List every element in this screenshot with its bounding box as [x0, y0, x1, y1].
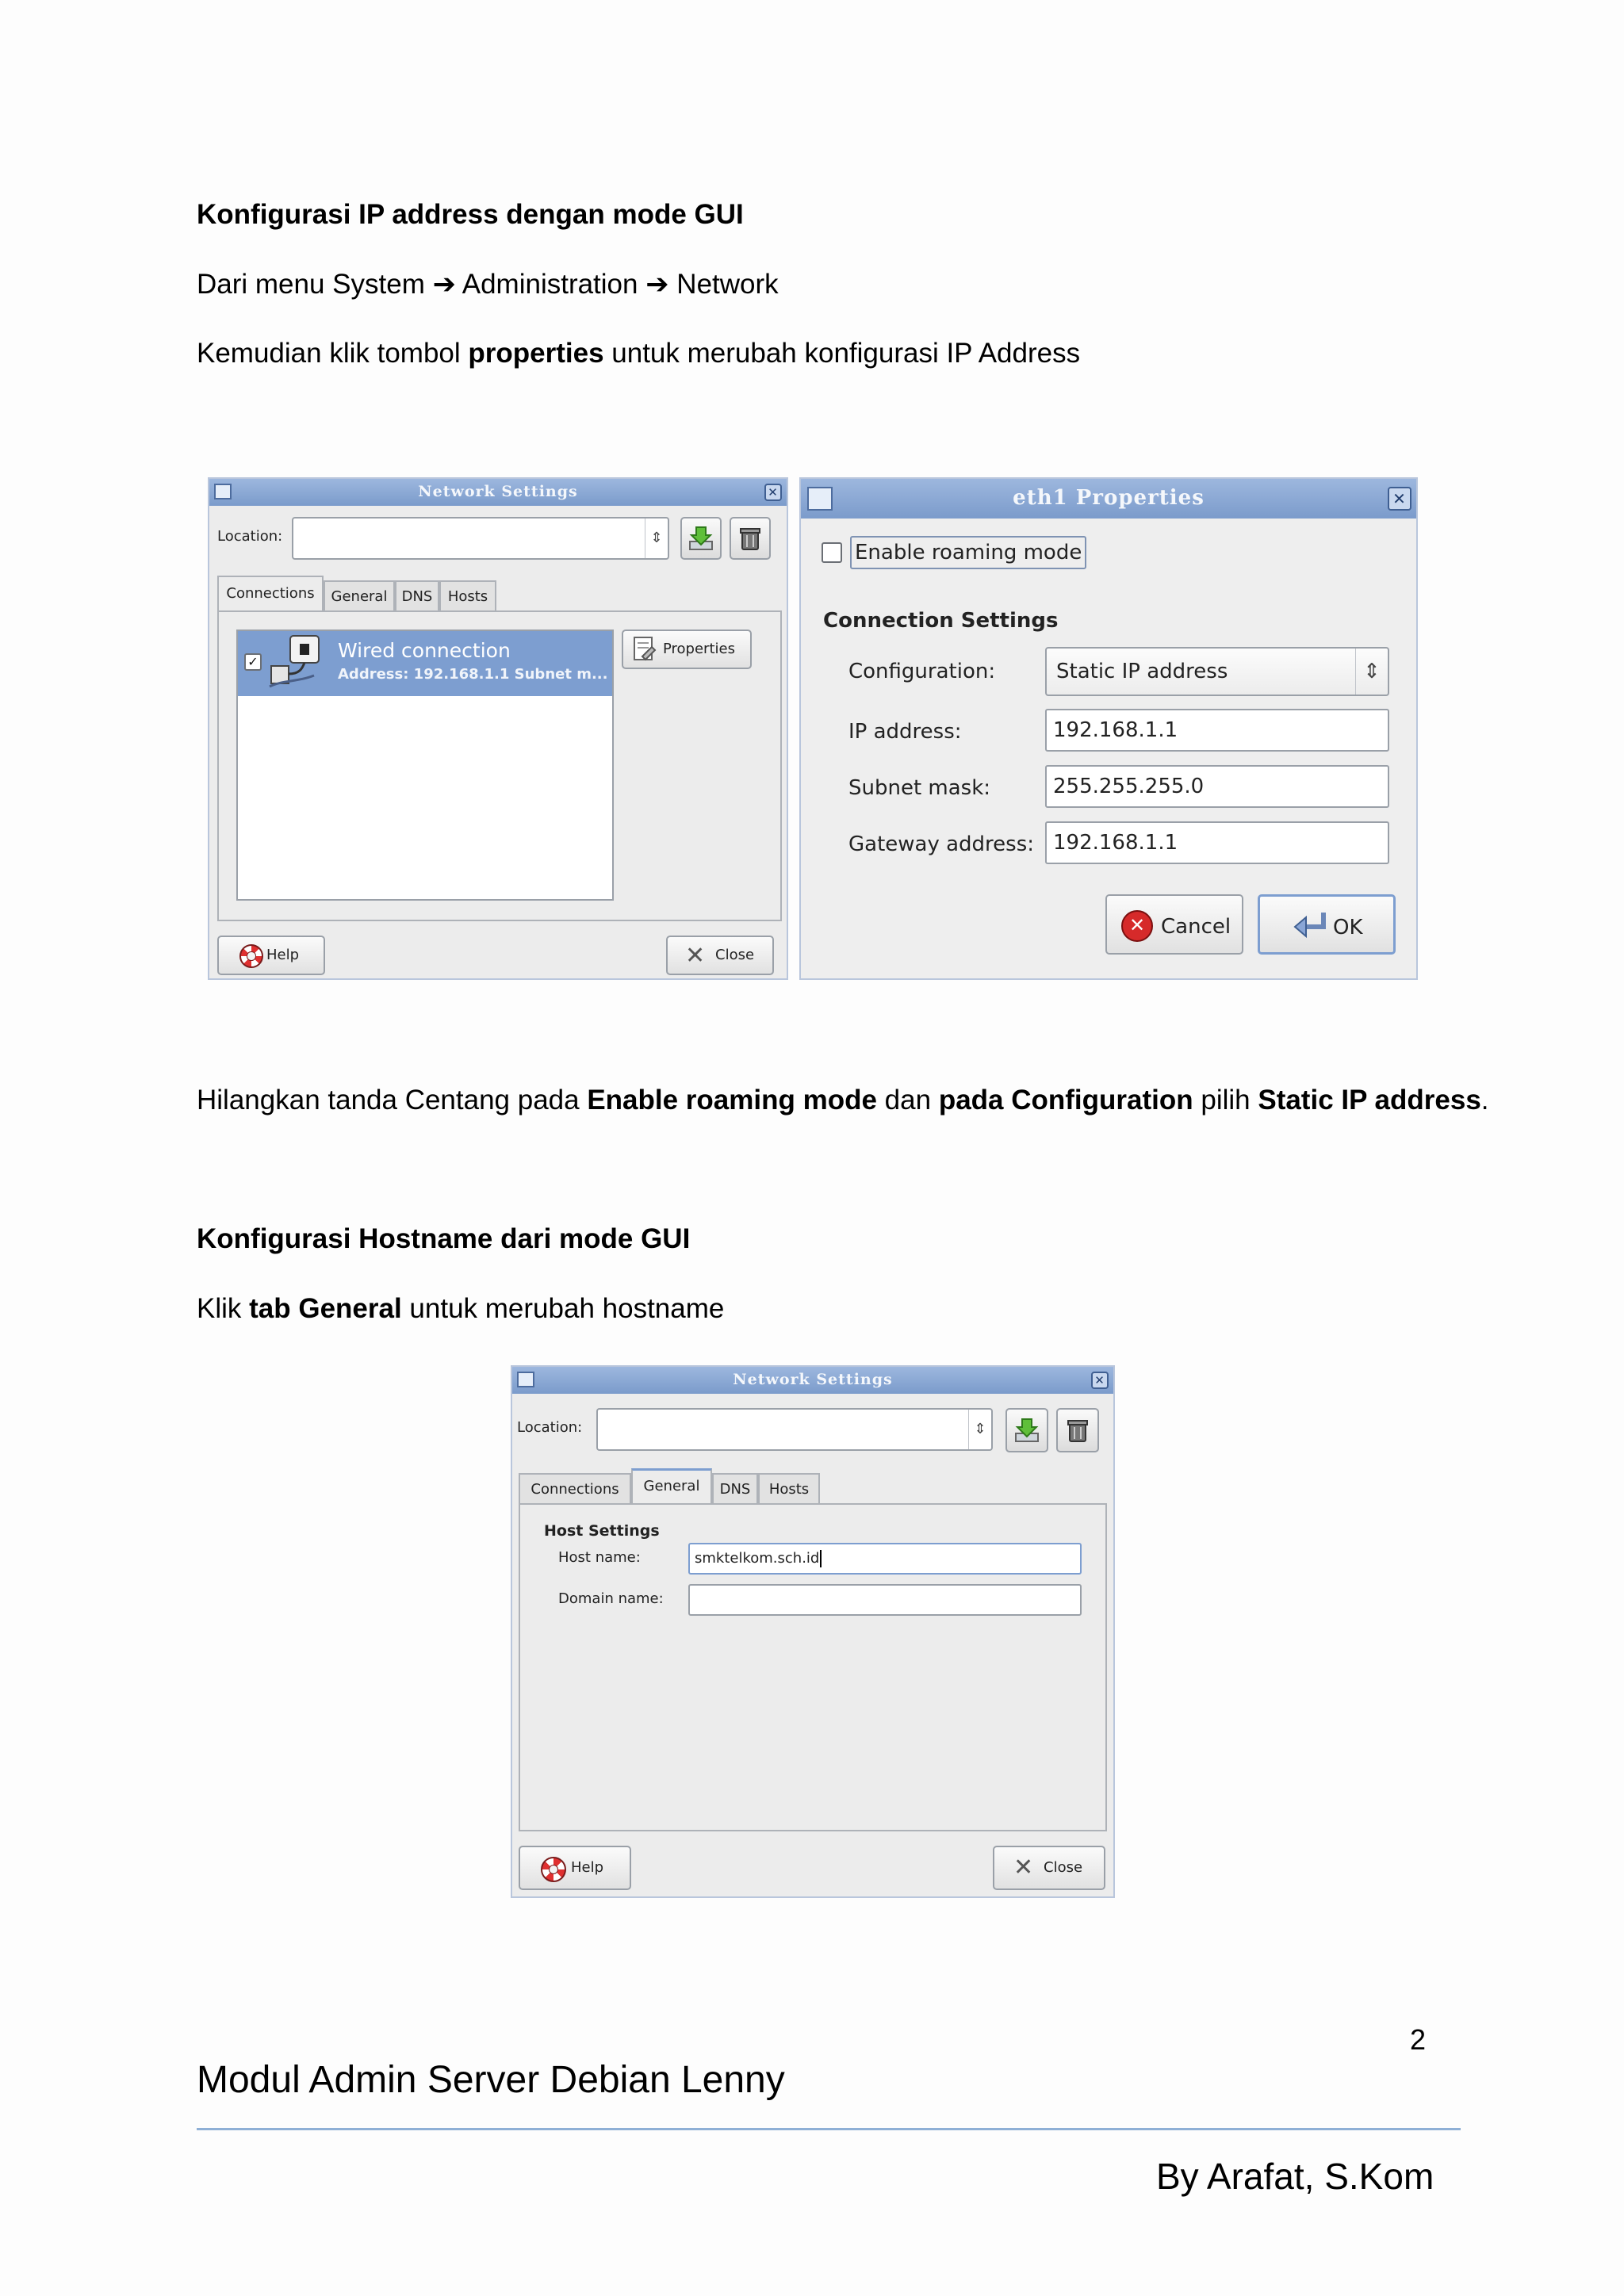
network-settings-window	[208, 477, 788, 980]
network-card-icon	[266, 634, 325, 693]
note-text: pilih	[1193, 1085, 1258, 1115]
close-x-icon: ✕	[1013, 1854, 1034, 1881]
eth1-properties-window	[799, 477, 1418, 980]
tab-label: General	[331, 588, 388, 605]
tab-label: DNS	[719, 1481, 751, 1498]
close-icon[interactable]: ✕	[764, 484, 782, 501]
enter-arrow-icon	[1292, 909, 1330, 941]
help-button[interactable]	[217, 936, 325, 975]
ok-label: OK	[1333, 916, 1363, 939]
save-location-button[interactable]	[1005, 1408, 1048, 1452]
updown-arrow-icon: ⇕	[968, 1410, 991, 1449]
gateway-address-field[interactable]	[1045, 821, 1389, 864]
connection-list[interactable]	[236, 629, 614, 901]
properties-label: Properties	[663, 641, 735, 657]
subnet-mask-field[interactable]	[1045, 765, 1389, 808]
window-title: Network Settings	[733, 1371, 893, 1388]
trash-icon	[1063, 1416, 1092, 1445]
tab-dns[interactable]	[712, 1473, 758, 1505]
menu-path	[197, 267, 779, 302]
close-label: Close	[715, 947, 755, 963]
trash-icon	[736, 524, 764, 553]
configuration-value: Static IP address	[1056, 660, 1228, 683]
location-label: Location:	[517, 1419, 583, 1436]
connection-enabled-checkbox[interactable]: ✓	[244, 653, 262, 671]
enable-roaming-label: Enable roaming mode	[855, 541, 1082, 564]
arrow-icon: ➔	[432, 269, 456, 300]
close-label: Close	[1044, 1859, 1083, 1876]
tab-dns[interactable]	[395, 580, 439, 612]
instruction-text: Kemudian klik tombol	[197, 338, 469, 369]
domain-name-label: Domain name:	[558, 1590, 664, 1607]
note-bold: Enable roaming mode	[587, 1085, 877, 1115]
ok-button[interactable]	[1258, 894, 1396, 955]
section2-heading	[197, 1222, 690, 1257]
window-menu-icon[interactable]	[214, 484, 232, 499]
help-icon	[239, 944, 263, 968]
configuration-label: Configuration:	[848, 660, 996, 683]
tab-general[interactable]	[631, 1468, 712, 1505]
ip-address-field[interactable]	[1045, 709, 1389, 752]
title-bar	[801, 479, 1416, 519]
host-name-label: Host name:	[558, 1549, 641, 1566]
page-number: 2	[1410, 2023, 1427, 2056]
tab-label: DNS	[401, 588, 433, 605]
help-label: Help	[571, 1859, 604, 1876]
updown-arrow-icon: ⇕	[1355, 649, 1388, 695]
tab-connections[interactable]	[217, 576, 324, 612]
enable-roaming-checkbox[interactable]	[822, 542, 842, 563]
general-panel	[519, 1503, 1107, 1831]
author: By Arafat, S.Kom	[1156, 2156, 1434, 2197]
location-combo[interactable]	[596, 1408, 993, 1451]
location-label: Location:	[217, 528, 283, 545]
host-name-field[interactable]	[688, 1543, 1082, 1575]
module-title: Modul Admin Server Debian Lenny	[197, 2059, 785, 2101]
host-name-value: smktelkom.sch.id	[695, 1550, 820, 1567]
cancel-icon: ✕	[1121, 910, 1153, 942]
title-bar	[512, 1367, 1113, 1394]
connection-row[interactable]	[238, 631, 612, 696]
save-location-button[interactable]	[680, 517, 722, 560]
window-menu-icon[interactable]	[517, 1372, 534, 1387]
close-icon[interactable]: ✕	[1388, 487, 1411, 511]
configuration-combo[interactable]	[1045, 647, 1389, 696]
help-button[interactable]	[519, 1846, 631, 1890]
menu-path-administration: Administration	[462, 269, 638, 300]
connection-detail: Address: 192.168.1.1 Subnet m...	[338, 666, 608, 683]
menu-path-network: Network	[676, 269, 779, 300]
subnet-mask-label: Subnet mask:	[848, 776, 991, 800]
text-cursor	[820, 1550, 822, 1567]
instruction-bold: properties	[468, 338, 604, 369]
tab-connections[interactable]	[519, 1473, 631, 1505]
close-button[interactable]	[993, 1846, 1105, 1890]
tab-label: Connections	[226, 585, 315, 602]
help-icon	[541, 1857, 566, 1882]
close-icon[interactable]: ✕	[1091, 1372, 1109, 1389]
properties-button[interactable]	[622, 629, 752, 669]
instruction-bold: tab General	[249, 1293, 402, 1324]
download-icon	[1013, 1416, 1041, 1445]
title-bar	[209, 479, 787, 506]
tab-label: Hosts	[768, 1481, 810, 1498]
roaming-note	[197, 1083, 1489, 1118]
footer-rule	[197, 2128, 1461, 2130]
tab-label: Connections	[530, 1481, 619, 1498]
instruction-text: untuk merubah konfigurasi IP Address	[603, 338, 1081, 369]
connection-settings-title: Connection Settings	[823, 609, 1059, 633]
note-text: dan	[876, 1085, 939, 1115]
arrow-icon: ➔	[645, 269, 669, 300]
cancel-label: Cancel	[1161, 915, 1231, 939]
section2-instruction	[197, 1292, 724, 1326]
window-menu-icon[interactable]	[807, 487, 833, 511]
section1-heading-text: Konfigurasi IP address dengan mode GUI	[197, 199, 744, 230]
network-settings-window-general	[511, 1365, 1115, 1898]
note-bold: pada Configuration	[938, 1085, 1193, 1115]
section1-instruction	[197, 336, 1080, 371]
gateway-address-label: Gateway address:	[848, 832, 1035, 856]
connections-panel	[217, 610, 782, 921]
tab-general[interactable]	[324, 580, 395, 612]
instruction-text: untuk merubah hostname	[401, 1293, 725, 1324]
close-button[interactable]	[666, 936, 774, 975]
note-bold: Static IP address	[1258, 1085, 1481, 1115]
cancel-button[interactable]	[1105, 894, 1243, 955]
download-icon	[687, 524, 715, 553]
ip-address-label: IP address:	[848, 720, 962, 744]
updown-arrow-icon: ⇕	[645, 519, 668, 558]
subnet-mask-value: 255.255.255.0	[1053, 775, 1205, 798]
gateway-address-value: 192.168.1.1	[1053, 831, 1178, 855]
enable-roaming-label-box[interactable]	[850, 536, 1086, 569]
note-text: .	[1480, 1085, 1489, 1115]
properties-icon	[633, 636, 657, 663]
connection-name: Wired connection	[338, 639, 511, 662]
ip-address-value: 192.168.1.1	[1053, 718, 1178, 742]
help-label: Help	[266, 947, 300, 963]
delete-location-button[interactable]	[730, 517, 771, 560]
menu-path-system: Dari menu System	[197, 269, 425, 300]
tab-hosts[interactable]	[758, 1473, 820, 1505]
window-title: eth1 Properties	[1013, 486, 1205, 510]
location-combo[interactable]	[292, 517, 669, 560]
window-title: Network Settings	[418, 483, 578, 500]
host-settings-title: Host Settings	[544, 1522, 660, 1540]
section1-heading	[197, 197, 744, 232]
tab-hosts[interactable]	[439, 580, 496, 612]
domain-name-field[interactable]	[688, 1584, 1082, 1616]
tab-label: Hosts	[447, 588, 488, 605]
note-text: Hilangkan tanda Centang pada	[197, 1085, 588, 1115]
instruction-text: Klik	[197, 1293, 250, 1324]
delete-location-button[interactable]	[1056, 1408, 1099, 1452]
section2-heading-text: Konfigurasi Hostname dari mode GUI	[197, 1223, 691, 1254]
tab-label: General	[643, 1478, 700, 1494]
close-x-icon: ✕	[685, 942, 706, 970]
